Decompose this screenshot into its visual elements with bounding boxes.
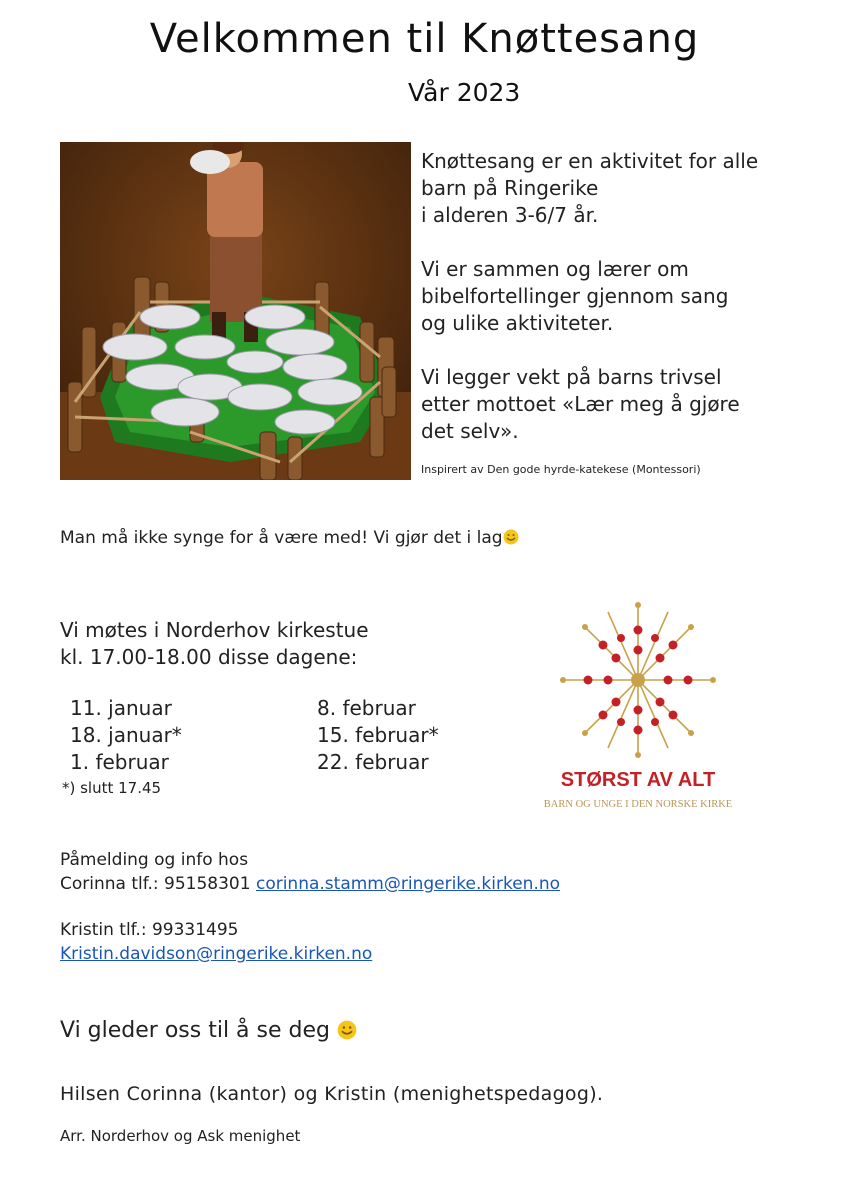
dates-left-column bbox=[70, 695, 182, 776]
logo-tagline: BARN OG UNGE I DEN NORSKE KIRKE bbox=[543, 799, 733, 810]
shepherd-sheep-photo bbox=[60, 142, 411, 480]
intro-paragraph-1: Knøttesang er en aktivitet for alle barn på Ringerike i alderen 3-6/7 år. bbox=[421, 149, 759, 227]
dates-right-column bbox=[317, 695, 439, 776]
contact-heading: Påmelding og info hos bbox=[60, 850, 249, 870]
contact-info bbox=[60, 848, 560, 966]
date-item: 1. februar bbox=[70, 750, 169, 774]
smiley-icon bbox=[337, 1020, 357, 1040]
corinna-email-link[interactable]: corinna.stamm@ringerike.kirken.no bbox=[255, 874, 561, 894]
page-title: Velkommen til Knøttesang bbox=[149, 16, 700, 62]
intro-text bbox=[421, 148, 821, 472]
arranger: Arr. Norderhov og Ask menighet bbox=[60, 1127, 301, 1145]
intro-paragraph-2: Vi er sammen og lærer om bibelfortellinger gjennom sang og ulike aktiviteter. bbox=[421, 257, 729, 335]
date-item: 15. februar* bbox=[317, 723, 439, 747]
meeting-time: kl. 17.00-18.00 disse dagene: bbox=[60, 645, 358, 669]
date-item: 11. januar bbox=[70, 696, 172, 720]
date-footnote: *) slutt 17.45 bbox=[62, 779, 162, 797]
greeting: Vi gleder oss til å se deg bbox=[60, 1018, 357, 1043]
kristin-email-link[interactable]: Kristin.davidson@ringerike.kirken.no bbox=[60, 944, 373, 964]
photo-credit: Inspirert av Den gode hyrde-katekese (Montessori) bbox=[421, 463, 701, 476]
date-item: 18. januar* bbox=[70, 723, 182, 747]
meeting-info bbox=[60, 617, 369, 671]
meeting-place: Vi møtes i Norderhov kirkestue bbox=[60, 618, 369, 642]
date-item: 22. februar bbox=[317, 750, 429, 774]
sing-note: Man må ikke synge for å være med! Vi gjør det i lag bbox=[60, 528, 519, 548]
smiley-icon bbox=[503, 529, 519, 545]
storst-av-alt-logo bbox=[513, 600, 769, 820]
contact-corinna: Corinna tlf.: 95158301 corinna.stamm@ringerike.kirken.no bbox=[60, 874, 561, 894]
page-subtitle: Vår 2023 bbox=[408, 78, 521, 107]
signature: Hilsen Corinna (kantor) og Kristin (menighetspedagog). bbox=[60, 1083, 604, 1105]
intro-paragraph-3: Vi legger vekt på barns trivsel etter mottoet «Lær meg å gjøre det selv». bbox=[421, 365, 740, 443]
logo-name: STØRST AV ALT bbox=[560, 769, 716, 791]
contact-kristin: Kristin tlf.: 99331495 bbox=[60, 920, 239, 940]
date-item: 8. februar bbox=[317, 696, 416, 720]
